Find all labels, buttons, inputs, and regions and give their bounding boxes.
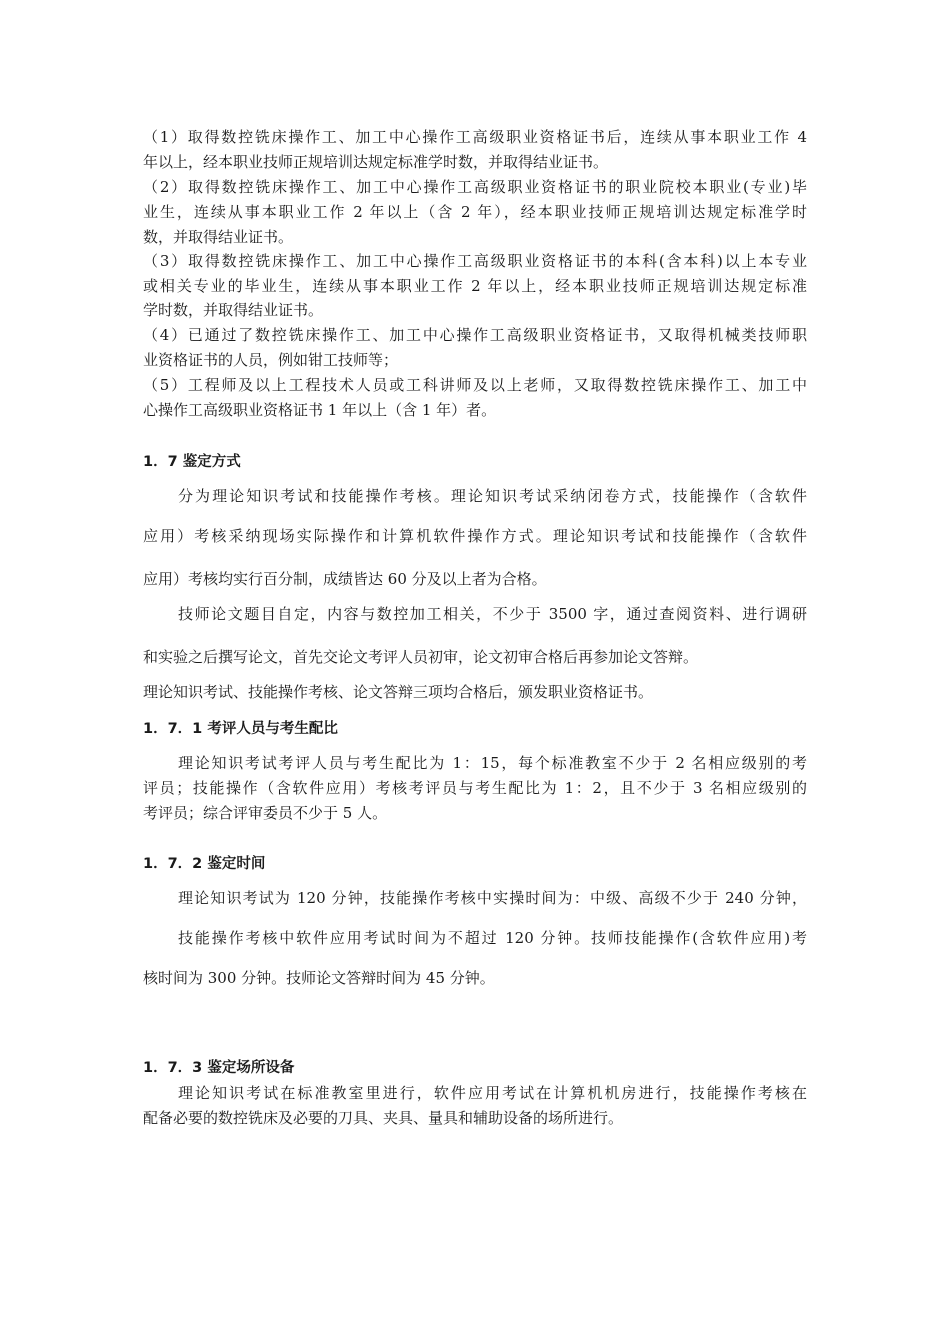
item-1-line-1: （1）取得数控铣床操作工、加工中心操作工高级职业资格证书后，连续从事本职业工作 4 xyxy=(143,128,807,146)
section-1-7-para-3: 理论知识考试、技能操作考核、论文答辩三项均合格后，颁发职业资格证书。 xyxy=(143,683,654,701)
section-1-7-1-heading: 1．7．1 考评人员与考生配比 xyxy=(143,721,338,737)
section-1-7-3-heading: 1．7．3 鉴定场所设备 xyxy=(143,1060,295,1076)
section-1-7-2-line-2: 技能操作考核中软件应用考试时间为不超过 120 分钟。技师技能操作(含软件应用)考 xyxy=(178,929,807,947)
item-4-line-1: （4）已通过了数控铣床操作工、加工中心操作工高级职业资格证书，又取得机械类技师职 xyxy=(143,326,807,344)
section-1-7-3-line-1: 理论知识考试在标准教室里进行，软件应用考试在计算机机房进行，技能操作考核在 xyxy=(178,1084,807,1102)
section-1-7-2-line-1: 理论知识考试为 120 分钟，技能操作考核中实操时间为：中级、高级不少于 240 分钟， xyxy=(178,889,807,907)
item-3-line-2: 或相关专业的毕业生，连续从事本职业工作 2 年以上，经本职业技师正规培训达规定标准 xyxy=(143,277,807,295)
item-3-line-1: （3）取得数控铣床操作工、加工中心操作工高级职业资格证书的本科(含本科)以上本专业 xyxy=(143,252,807,270)
section-1-7-heading: 1．7 鉴定方式 xyxy=(143,454,241,470)
item-1-line-2: 年以上，经本职业技师正规培训达规定标准学时数，并取得结业证书。 xyxy=(143,153,609,171)
item-5-line-2: 心操作工高级职业资格证书 1 年以上（含 1 年）者。 xyxy=(143,401,497,419)
section-1-7-para-1-line-2: 应用）考核采纳现场实际操作和计算机软件操作方式。理论知识考试和技能操作（含软件 xyxy=(143,527,807,545)
section-1-7-1-line-3: 考评员；综合评审委员不少于 5 人。 xyxy=(143,804,388,822)
item-3-line-3: 学时数，并取得结业证书。 xyxy=(143,301,324,319)
item-2-line-3: 数，并取得结业证书。 xyxy=(143,228,294,246)
item-5-line-1: （5）工程师及以上工程技术人员或工科讲师及以上老师，又取得数控铣床操作工、加工中 xyxy=(143,376,807,394)
section-1-7-para-1-line-3: 应用）考核均实行百分制，成绩皆达 60 分及以上者为合格。 xyxy=(143,570,547,588)
section-1-7-para-2-line-1: 技师论文题目自定，内容与数控加工相关，不少于 3500 字，通过查阅资料、进行调研 xyxy=(178,605,807,623)
section-1-7-para-2-line-2: 和实验之后撰写论文，首先交论文考评人员初审，论文初审合格后再参加论文答辩。 xyxy=(143,648,699,666)
section-1-7-2-heading: 1．7．2 鉴定时间 xyxy=(143,856,266,872)
section-1-7-3-line-2: 配备必要的数控铣床及必要的刀具、夹具、量具和辅助设备的场所进行。 xyxy=(143,1109,624,1127)
item-2-line-2: 业生，连续从事本职业工作 2 年以上（含 2 年），经本职业技师正规培训达规定标准学时 xyxy=(143,203,807,221)
section-1-7-2-line-3: 核时间为 300 分钟。技师论文答辩时间为 45 分钟。 xyxy=(143,969,495,987)
section-1-7-1-line-2: 评员；技能操作（含软件应用）考核考评员与考生配比为 1：2，且不少于 3 名相应级别的 xyxy=(143,779,807,797)
item-2-line-1: （2）取得数控铣床操作工、加工中心操作工高级职业资格证书的职业院校本职业(专业)毕 xyxy=(143,178,807,196)
item-4-line-2: 业资格证书的人员，例如钳工技师等； xyxy=(143,351,399,369)
section-1-7-1-line-1: 理论知识考试考评人员与考生配比为 1：15，每个标准教室不少于 2 名相应级别的考 xyxy=(178,754,807,772)
section-1-7-para-1-line-1: 分为理论知识考试和技能操作考核。理论知识考试采纳闭卷方式，技能操作（含软件 xyxy=(178,487,807,505)
